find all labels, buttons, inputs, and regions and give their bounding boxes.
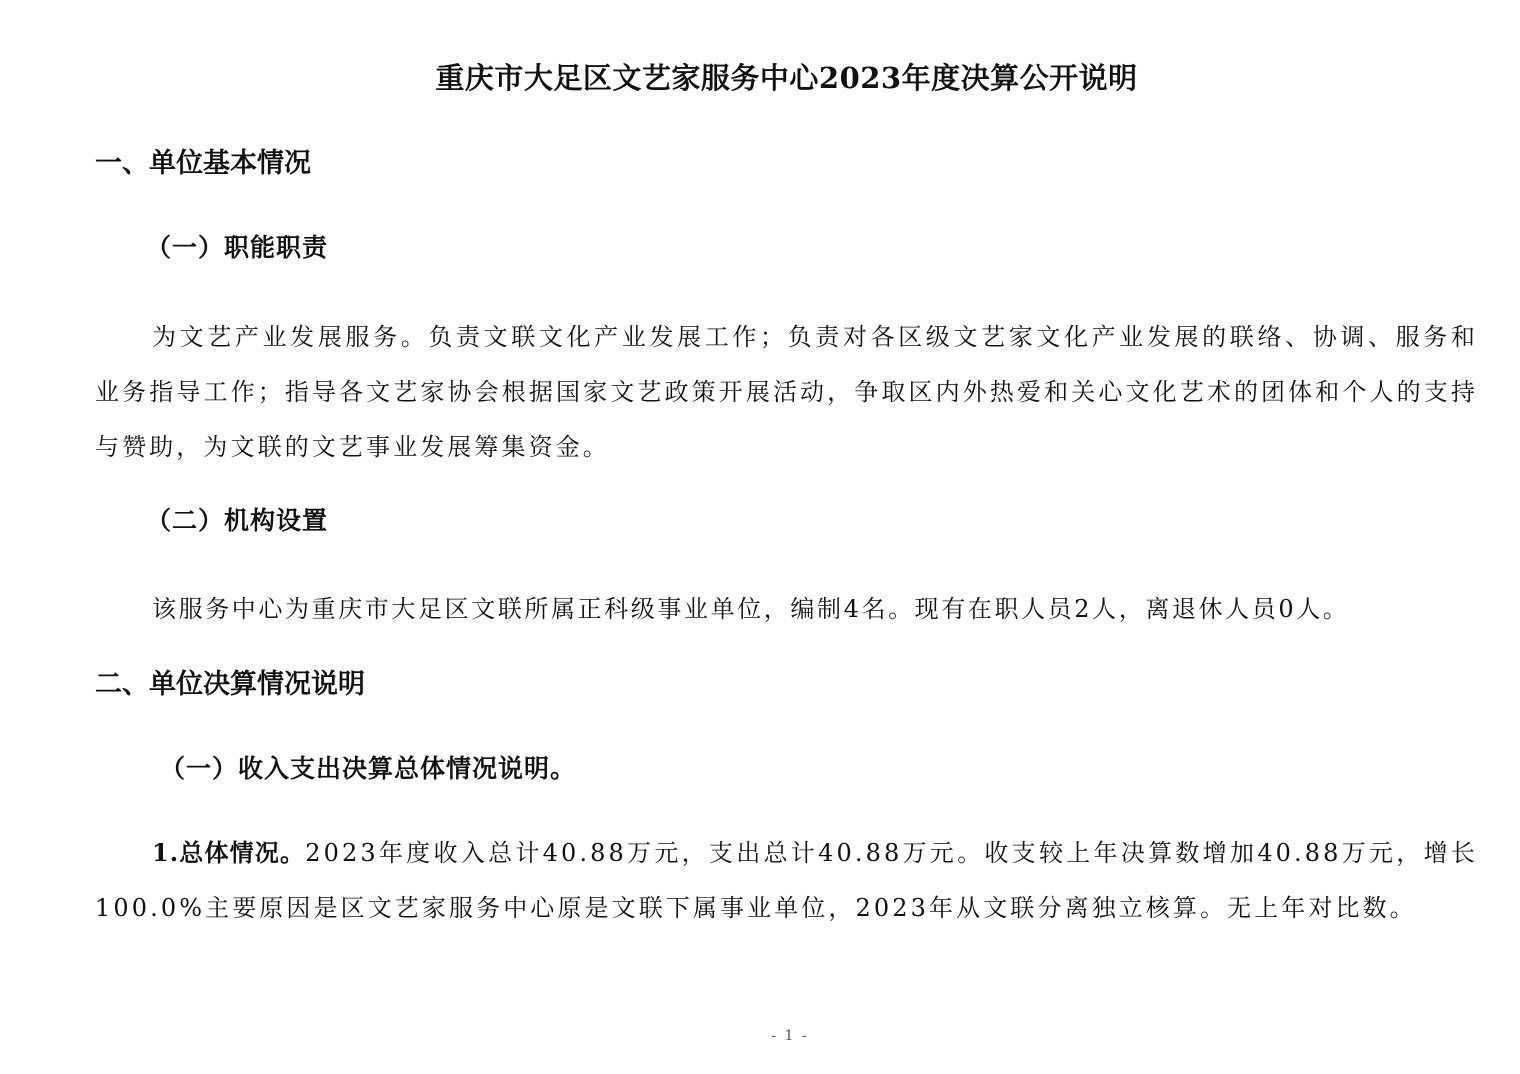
subsection-heading-functions: （一）职能职责 xyxy=(146,233,329,262)
paragraph-organization: 该服务中心为重庆市大足区文联所属正科级事业单位，编制4名。现有在职人员2人，离退休人员0人。 xyxy=(152,595,1350,623)
page-number: - 1 - xyxy=(771,1028,809,1044)
section-heading-basic-info: 一、单位基本情况 xyxy=(95,148,311,179)
subsection-heading-organization: （二）机构设置 xyxy=(146,506,329,535)
section-heading-final-accounts: 二、单位决算情况说明 xyxy=(95,669,365,700)
document-title: 重庆市大足区文艺家服务中心2023年度决算公开说明 xyxy=(435,61,1138,95)
paragraph-overall-situation xyxy=(95,825,1478,936)
subsection-heading-income-expenditure: （一）收入支出决算总体情况说明。 xyxy=(160,754,577,783)
paragraph-body: 2023年度收入总计40.88万元，支出总计40.88万元。收支较上年决算数增加40.88万元，增长100.0%主要原因是区文艺家服务中心原是文联下属事业单位，2023年从文联分离独立核算。无上年对比数。 xyxy=(95,839,1478,922)
paragraph-lead: 1.总体情况。 xyxy=(152,838,306,867)
paragraph-functions: 为文艺产业发展服务。负责文联文化产业发展工作；负责对各区级文艺家文化产业发展的联络、协调、服务和业务指导工作；指导各文艺家协会根据国家文艺政策开展活动，争取区内外热爱和关心文化艺术的团体和个人的支持与赞助，为文联的文艺事业发展筹集资金。 xyxy=(95,323,1478,461)
